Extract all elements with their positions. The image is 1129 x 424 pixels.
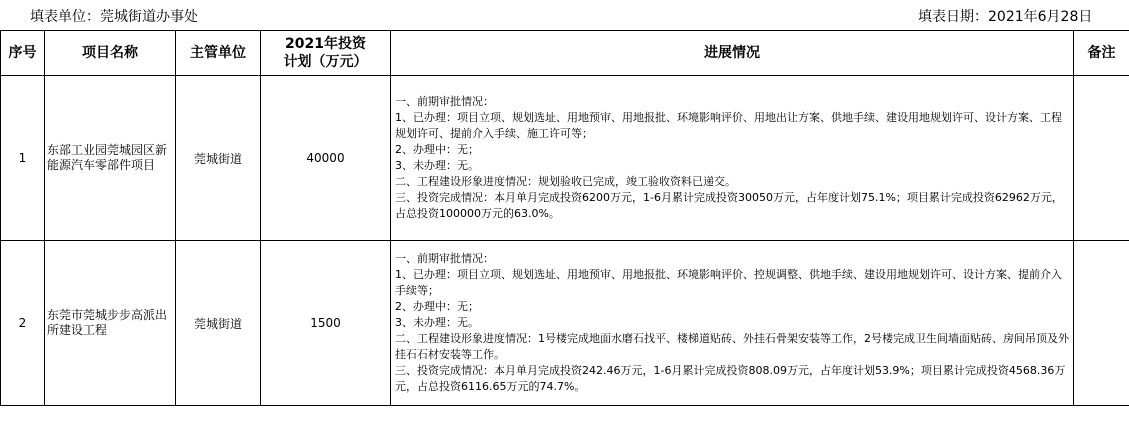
cell-remark: [1074, 76, 1129, 241]
table-row: [1, 76, 1129, 241]
col-header-plan: [261, 31, 391, 76]
col-header-plan-line2: 计划（万元）: [283, 54, 368, 70]
report-header: [0, 0, 1129, 30]
col-header-plan-line1: 2021年投资: [285, 36, 366, 52]
fill-date-label: 填表日期：2021年6月28日: [918, 9, 1093, 25]
project-progress-table: [0, 30, 1129, 406]
table-header-row: [1, 31, 1129, 76]
cell-project-name: 东部工业园莞城园区新能源汽车零部件项目: [45, 76, 176, 241]
cell-plan: 1500: [261, 241, 391, 406]
cell-dept: 莞城街道: [176, 76, 261, 241]
col-header-progress: 进展情况: [391, 31, 1074, 76]
cell-seq: 2: [1, 241, 45, 406]
col-header-remark: 备注: [1074, 31, 1129, 76]
table-row: [1, 241, 1129, 406]
col-header-dept: 主管单位: [176, 31, 261, 76]
cell-seq: 1: [1, 76, 45, 241]
cell-remark: [1074, 241, 1129, 406]
col-header-seq: 序号: [1, 31, 45, 76]
cell-progress: 一、前期审批情况： 1、已办理：项目立项、规划选址、用地预审、用地报批、环境影响评价、控规调整、供地手续、建设用地规划许可、设计方案、提前介入手续等； 2、办理中：无； 3、未办理：无。 二、工程建设形象进度情况：1号楼完成地面水磨石找平、楼梯道贴砖、外挂石骨架安装等工作，2号楼完成卫生间墙面贴砖、房间吊顶及外挂石石材安装等工作。 三、投资完成情况：本月单月完成投资242.46万元，1-6月累计完成投资808.09万元，占年度计划53.9%；项目累计完成投资4568.36万元，占总投资6116.65万元的74.7%。: [391, 241, 1074, 406]
cell-plan: 40000: [261, 76, 391, 241]
col-header-name: 项目名称: [45, 31, 176, 76]
fill-unit-label: 填表单位：莞城街道办事处: [30, 9, 198, 25]
cell-progress: 一、前期审批情况： 1、已办理：项目立项、规划选址、用地预审、用地报批、环境影响评价、用地出让方案、供地手续、建设用地规划许可、设计方案、工程规划许可、提前介入手续、施工许可等； 2、办理中：无； 3、未办理：无。 二、工程建设形象进度情况：规划验收已完成，竣工验收资料已递交。 三、投资完成情况：本月单月完成投资6200万元，1-6月累计完成投资30050万元，占年度计划75.1%；项目累计完成投资62962万元，占总投资100000万元的63.0%。: [391, 76, 1074, 241]
cell-project-name: 东莞市莞城步步高派出所建设工程: [45, 241, 176, 406]
cell-dept: 莞城街道: [176, 241, 261, 406]
